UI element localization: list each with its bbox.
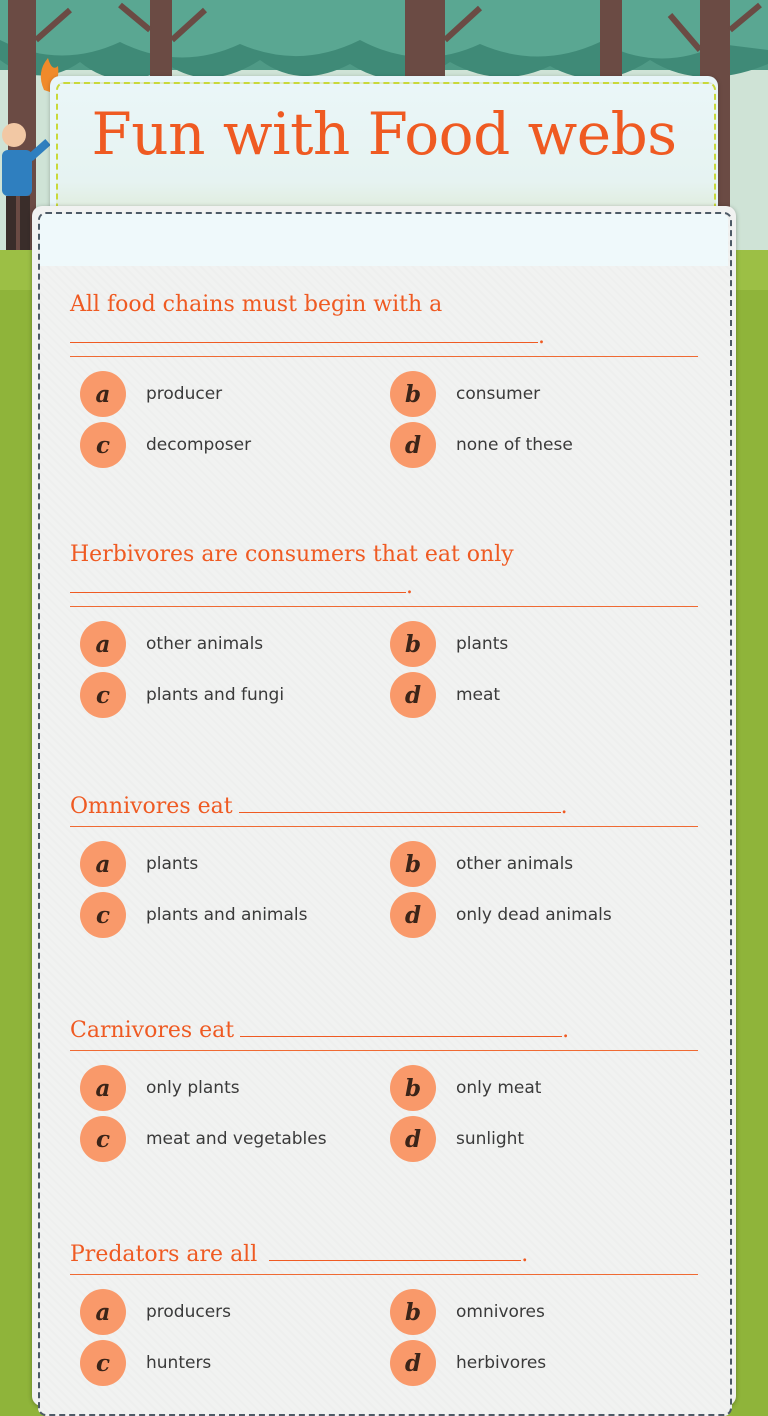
option-letter-badge: b	[390, 1289, 436, 1335]
question-prompt: Herbivores are consumers that eat only .	[70, 540, 698, 607]
option-letter-badge: a	[80, 621, 126, 667]
option-d[interactable]	[390, 422, 573, 468]
option-c[interactable]	[80, 1340, 211, 1386]
option-label: hunters	[146, 1353, 212, 1373]
options	[70, 841, 698, 951]
option-letter-badge: c	[80, 422, 126, 468]
option-label: plants	[456, 634, 509, 654]
option-letter-badge: a	[80, 1065, 126, 1111]
option-letter-badge: b	[390, 1065, 436, 1111]
option-b[interactable]	[390, 1065, 541, 1111]
question-prompt: Carnivores eat .	[70, 1014, 698, 1051]
option-b[interactable]	[390, 841, 573, 887]
option-letter-badge: a	[80, 1289, 126, 1335]
option-letter-badge: c	[80, 1340, 126, 1386]
option-label: only dead animals	[456, 905, 612, 925]
option-label: sunlight	[456, 1129, 525, 1149]
question-prompt: All food chains must begin with a .	[70, 290, 698, 357]
option-d[interactable]	[390, 892, 612, 938]
option-b[interactable]	[390, 371, 540, 417]
option-d[interactable]	[390, 1116, 524, 1162]
option-letter-badge: b	[390, 841, 436, 887]
option-label: plants	[146, 854, 199, 874]
option-label: decomposer	[146, 435, 252, 455]
option-letter-badge: c	[80, 892, 126, 938]
option-d[interactable]	[390, 1340, 546, 1386]
answer-blank[interactable]	[240, 1014, 562, 1037]
question-4	[70, 1014, 698, 1175]
option-b[interactable]	[390, 1289, 545, 1335]
option-c[interactable]	[80, 672, 284, 718]
option-letter-badge: d	[390, 892, 436, 938]
option-label: none of these	[456, 435, 573, 455]
option-letter-badge: a	[80, 841, 126, 887]
option-a[interactable]	[80, 1289, 231, 1335]
option-label: producer	[146, 384, 223, 404]
options	[70, 371, 698, 481]
question-prompt: Predators are all .	[70, 1238, 698, 1275]
option-label: meat	[456, 685, 501, 705]
option-letter-badge: d	[390, 422, 436, 468]
answer-blank[interactable]	[269, 1238, 521, 1261]
answer-blank[interactable]	[239, 790, 561, 813]
option-letter-badge: d	[390, 1340, 436, 1386]
question-5	[70, 1238, 698, 1399]
option-letter-badge: d	[390, 672, 436, 718]
options	[70, 1065, 698, 1175]
option-label: only meat	[456, 1078, 542, 1098]
options	[70, 1289, 698, 1399]
option-c[interactable]	[80, 892, 308, 938]
option-letter-badge: c	[80, 672, 126, 718]
option-a[interactable]	[80, 841, 198, 887]
option-label: other animals	[456, 854, 574, 874]
page-title: Fun with Food webs	[91, 100, 677, 168]
option-c[interactable]	[80, 1116, 327, 1162]
option-a[interactable]	[80, 371, 222, 417]
option-label: plants and fungi	[146, 685, 285, 705]
option-letter-badge: b	[390, 371, 436, 417]
option-letter-badge: d	[390, 1116, 436, 1162]
answer-blank[interactable]	[70, 320, 538, 343]
options	[70, 621, 698, 731]
option-b[interactable]	[390, 621, 508, 667]
option-label: meat and vegetables	[146, 1129, 327, 1149]
option-label: plants and animals	[146, 905, 308, 925]
option-letter-badge: b	[390, 621, 436, 667]
option-d[interactable]	[390, 672, 500, 718]
option-label: consumer	[456, 384, 541, 404]
question-1	[70, 290, 698, 481]
option-label: herbivores	[456, 1353, 547, 1373]
option-letter-badge: a	[80, 371, 126, 417]
question-2	[70, 540, 698, 731]
option-label: omnivores	[456, 1302, 545, 1322]
answer-blank[interactable]	[70, 570, 406, 593]
option-label: producers	[146, 1302, 232, 1322]
option-label: only plants	[146, 1078, 240, 1098]
question-3	[70, 790, 698, 951]
option-letter-badge: c	[80, 1116, 126, 1162]
option-a[interactable]	[80, 621, 263, 667]
option-a[interactable]	[80, 1065, 240, 1111]
option-label: other animals	[146, 634, 264, 654]
question-prompt: Omnivores eat .	[70, 790, 698, 827]
option-c[interactable]	[80, 422, 251, 468]
